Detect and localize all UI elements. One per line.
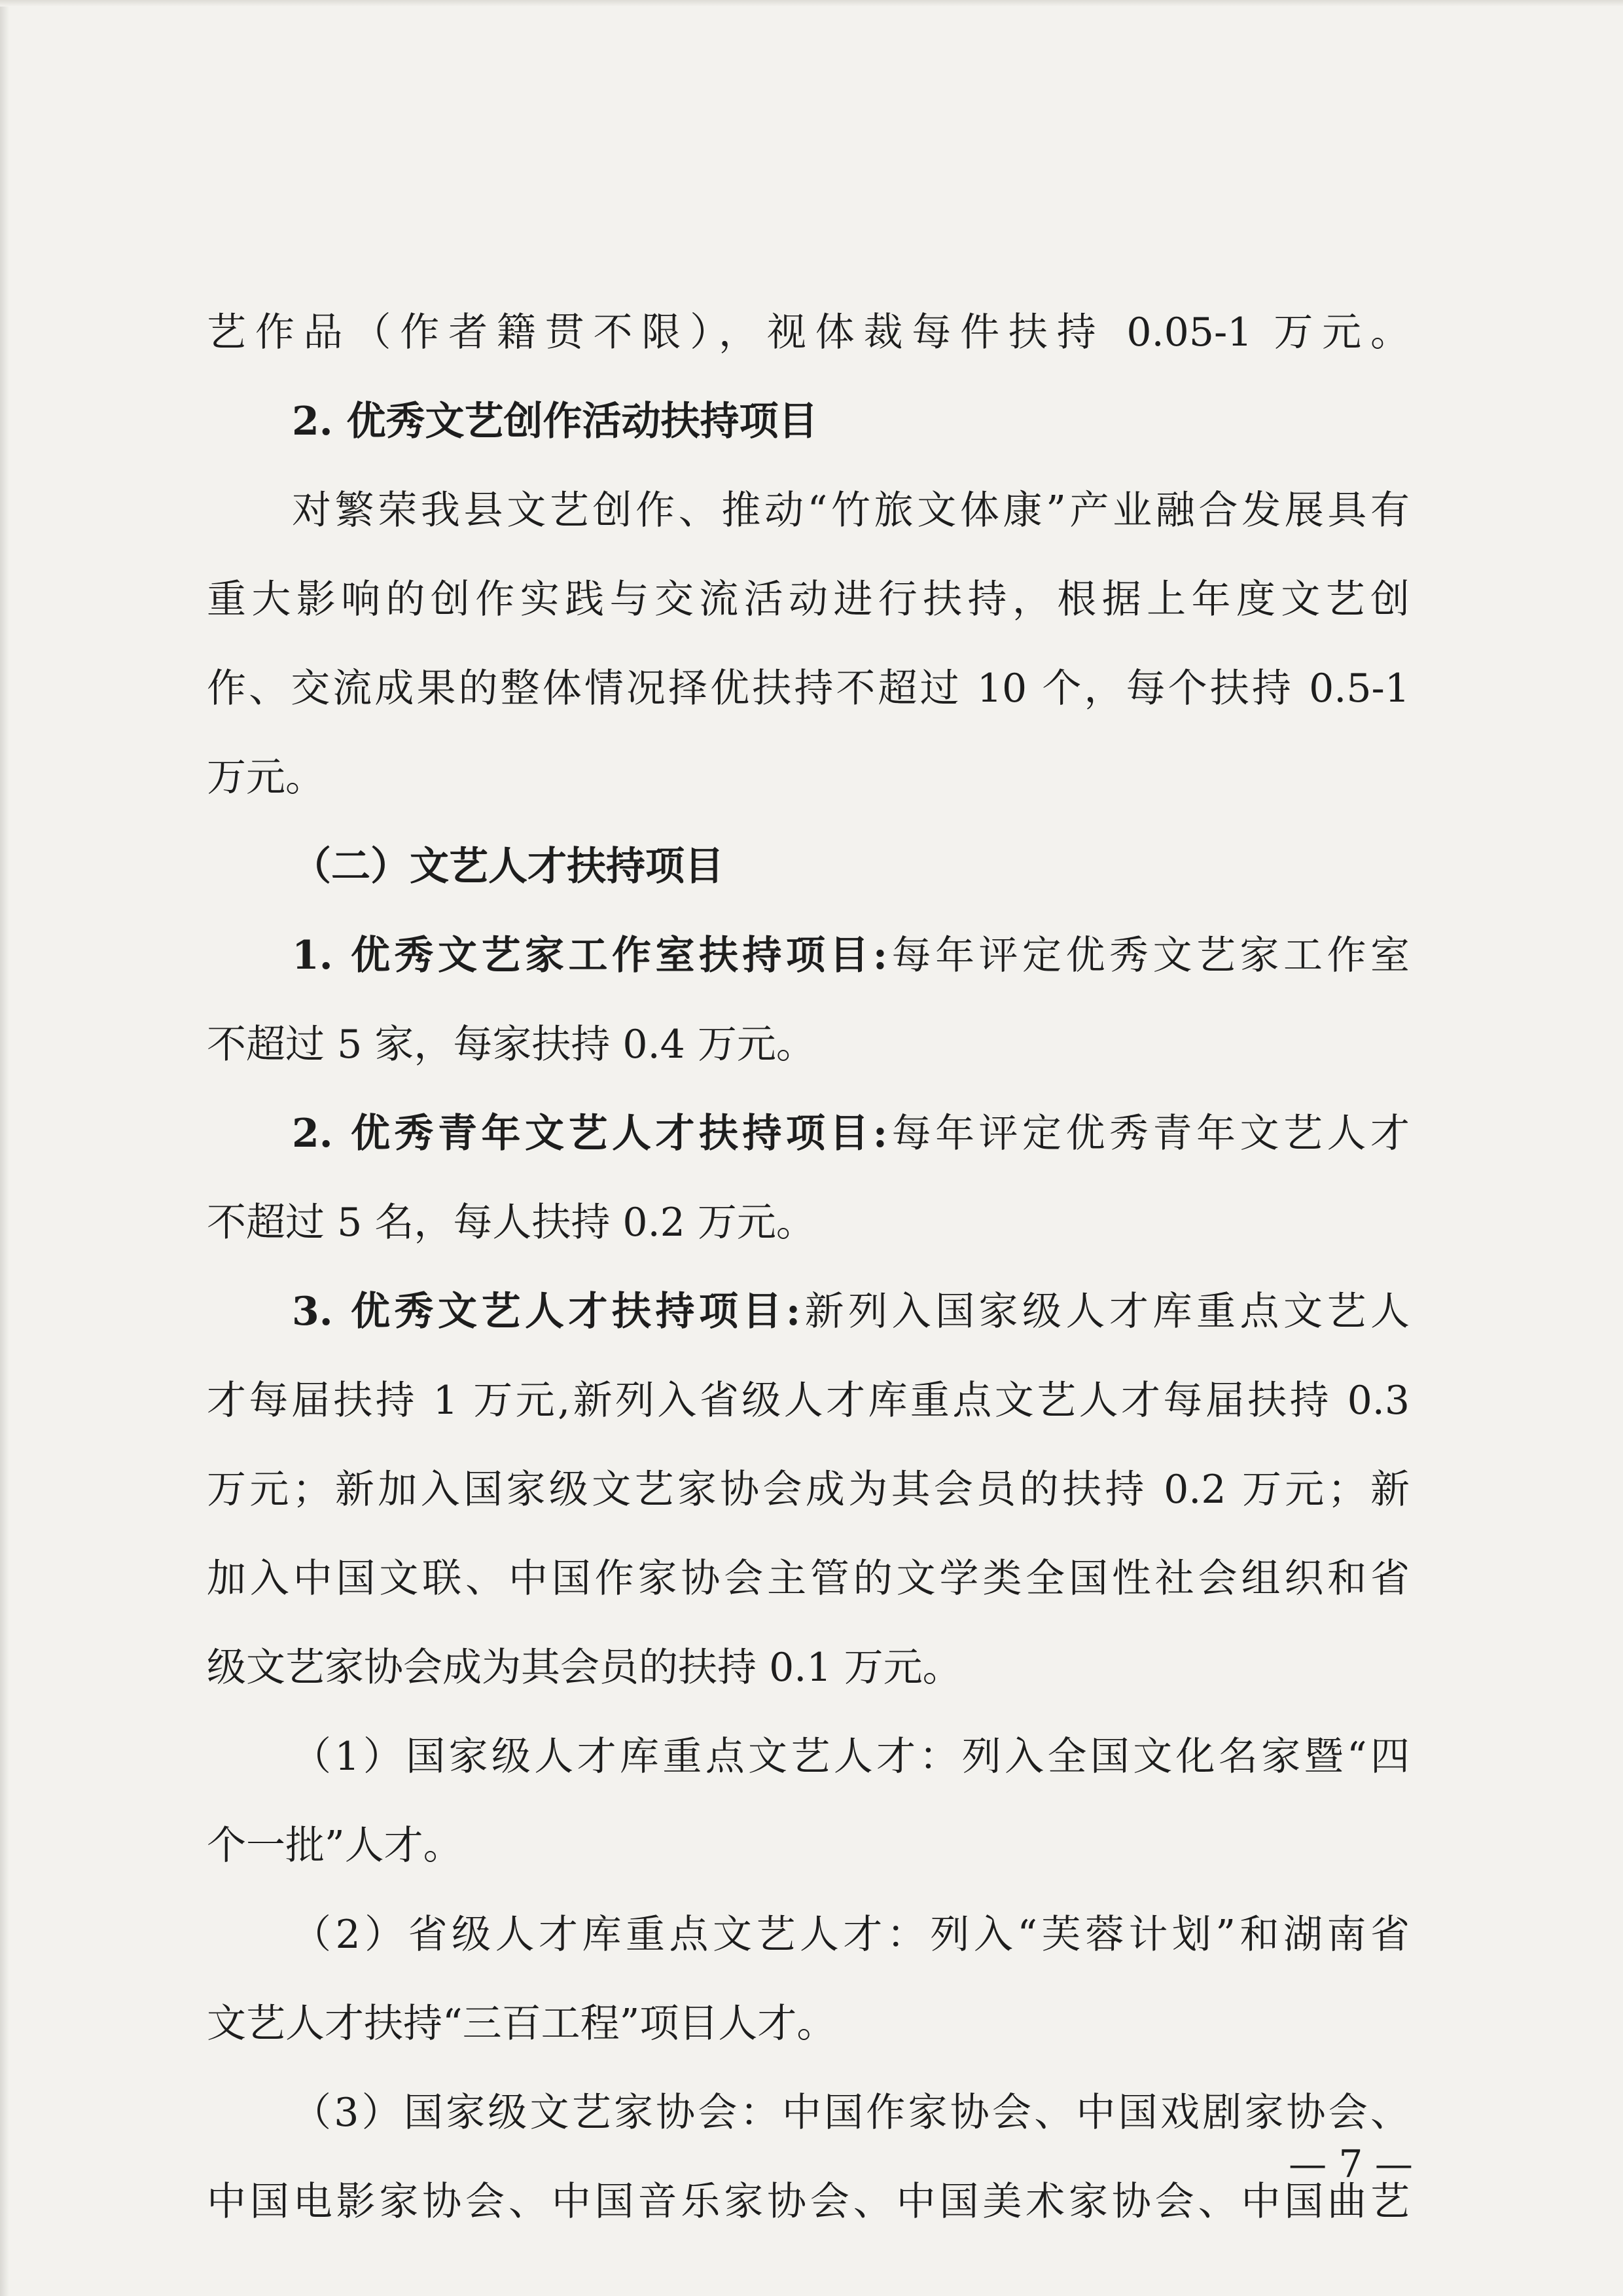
paragraph-line: 万元。	[207, 755, 325, 800]
section-heading: 2. 优秀文艺创作活动扶持项目	[292, 399, 818, 444]
list-item	[207, 1089, 1410, 1178]
paragraph-line: 不超过 5 名，每人扶持 0.2 万元。	[207, 1200, 815, 1246]
scan-edge	[0, 0, 1623, 7]
paragraph-line: 万元；新加入国家级文艺家协会成为其会员的扶持 0.2 万元；新	[207, 1467, 1410, 1513]
scan-edge	[0, 0, 9, 2296]
paragraph-line: （3）国家级文艺家协会：中国作家协会、中国戏剧家协会、	[292, 2090, 1410, 2136]
item-text: 每年评定优秀青年文艺人才	[887, 1111, 1410, 1157]
list-item	[207, 911, 1410, 1000]
paragraph-line: 艺作品（作者籍贯不限），视体裁每件扶持 0.05-1 万元。	[207, 310, 1410, 355]
paragraph-line: 级文艺家协会成为其会员的扶持 0.1 万元。	[207, 1645, 962, 1691]
section-heading: （二）文艺人才扶持项目	[292, 844, 724, 889]
item-text: 每年评定优秀文艺家工作室	[887, 933, 1410, 978]
paragraph-line: 个一批”人才。	[207, 1823, 463, 1869]
paragraph-line: 加入中国文联、中国作家协会主管的文学类全国性社会组织和省	[207, 1556, 1410, 1602]
paragraph-line: 重大影响的创作实践与交流活动进行扶持，根据上年度文艺创	[207, 577, 1410, 622]
item-text: 新列入国家级人才库重点文艺人	[800, 1289, 1410, 1335]
paragraph-line: 对繁荣我县文艺创作、推动“竹旅文体康”产业融合发展具有	[292, 488, 1410, 533]
list-item	[207, 1267, 1410, 1356]
page-number: — 7 —	[1289, 2142, 1413, 2186]
paragraph-line: 不超过 5 家，每家扶持 0.4 万元。	[207, 1022, 815, 1067]
paragraph-line: 文艺人才扶持“三百工程”项目人才。	[207, 2001, 836, 2047]
paragraph-line: 中国电影家协会、中国音乐家协会、中国美术家协会、中国曲艺	[207, 2179, 1410, 2225]
item-heading: 2. 优秀青年文艺人才扶持项目:	[292, 1111, 888, 1157]
item-heading: 1. 优秀文艺家工作室扶持项目:	[292, 933, 888, 978]
paragraph-line: 作、交流成果的整体情况择优扶持不超过 10 个，每个扶持 0.5-1	[207, 666, 1410, 711]
item-heading: 3. 优秀文艺人才扶持项目:	[292, 1289, 801, 1335]
paragraph-line: （1）国家级人才库重点文艺人才：列入全国文化名家暨“四	[292, 1734, 1410, 1780]
paragraph-line: 才每届扶持 1 万元,新列入省级人才库重点文艺人才每届扶持 0.3	[207, 1378, 1410, 1424]
paragraph-line: （2）省级人才库重点文艺人才：列入“芙蓉计划”和湖南省	[292, 1912, 1410, 1958]
document-body	[207, 288, 1410, 2246]
